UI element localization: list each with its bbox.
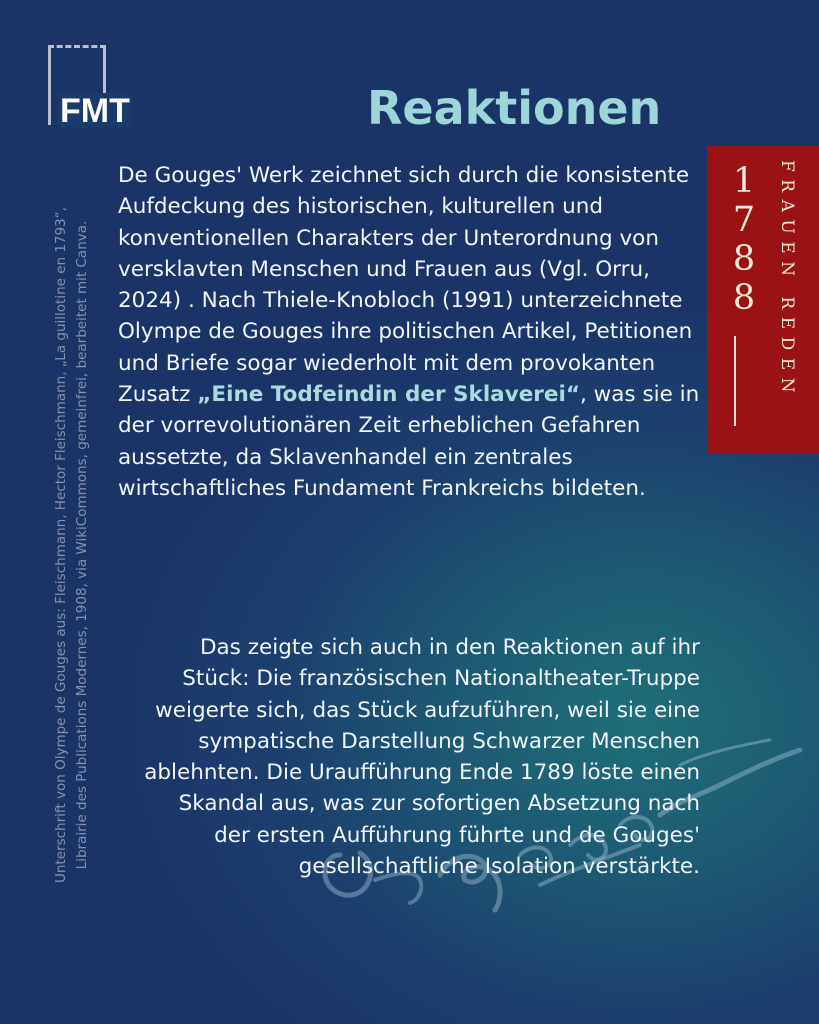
year-digit: 1 — [732, 161, 756, 201]
banner-series-label: FRAUEN REDEN — [777, 160, 797, 401]
highlighted-quote: „Eine Todfeindin der Sklaverei“ — [197, 382, 580, 408]
fmt-logo — [48, 45, 132, 130]
image-credit — [51, 150, 93, 940]
banner-year — [727, 162, 761, 318]
year-digit: 7 — [732, 200, 756, 240]
paragraph-1-text-end: , was sie in der vorrevolutionären Zeit erheblichen Gefahren aussetzte, da Sklavenhandel ein zentrales wirtschaftliches Fundament Frankreichs bildeten. — [118, 382, 700, 501]
logo-text: FMT — [60, 92, 130, 130]
body-paragraph-2: Das zeigte sich auch in den Reaktionen auf ihr Stück: Die französischen Nationaltheater-Truppe weigerte sich, das Stück aufzuführen, weil sie eine sympatische Darstellung Schwarzer Menschen ablehnten. Die Uraufführung Ende 1789 löste einen Skandal aus, was zur sofortigen Absetzung nach der ersten Aufführung führte und de Gouges' gesellschaftliche Isolation verstärkte. — [144, 635, 700, 880]
year-digit: 8 — [732, 278, 756, 318]
series-banner — [707, 146, 819, 453]
banner-divider-line — [734, 336, 736, 426]
image-credit-line-1: Unterschrift von Olympe de Gouges aus: Fleischmann, Hector Fleischmann, „La guillotine en 1793“, — [53, 206, 69, 884]
year-digit: 8 — [732, 239, 756, 279]
image-credit-line-2: Librairie des Publications Modernes, 1908, via WikiCommons, gemeinfrei, bearbeitet mit Canva. — [74, 220, 90, 870]
paragraph-1-text: De Gouges' Werk zeichnet sich durch die konsistente Aufdeckung des historischen, kulturellen und konventionellen Charakters der Unterordnung von versklavten Menschen und Frauen aus (Vgl. Orru, 2024) . Nach Thiele-Knobloch (1991) unterzeichnete Olympe de Gouges ihre politischen Artikel, Petitionen und Briefe sogar wiederholt mit dem provokanten Zusatz — [118, 163, 693, 408]
body-paragraph-1 — [118, 160, 703, 504]
page-title: Reaktionen — [367, 81, 662, 135]
